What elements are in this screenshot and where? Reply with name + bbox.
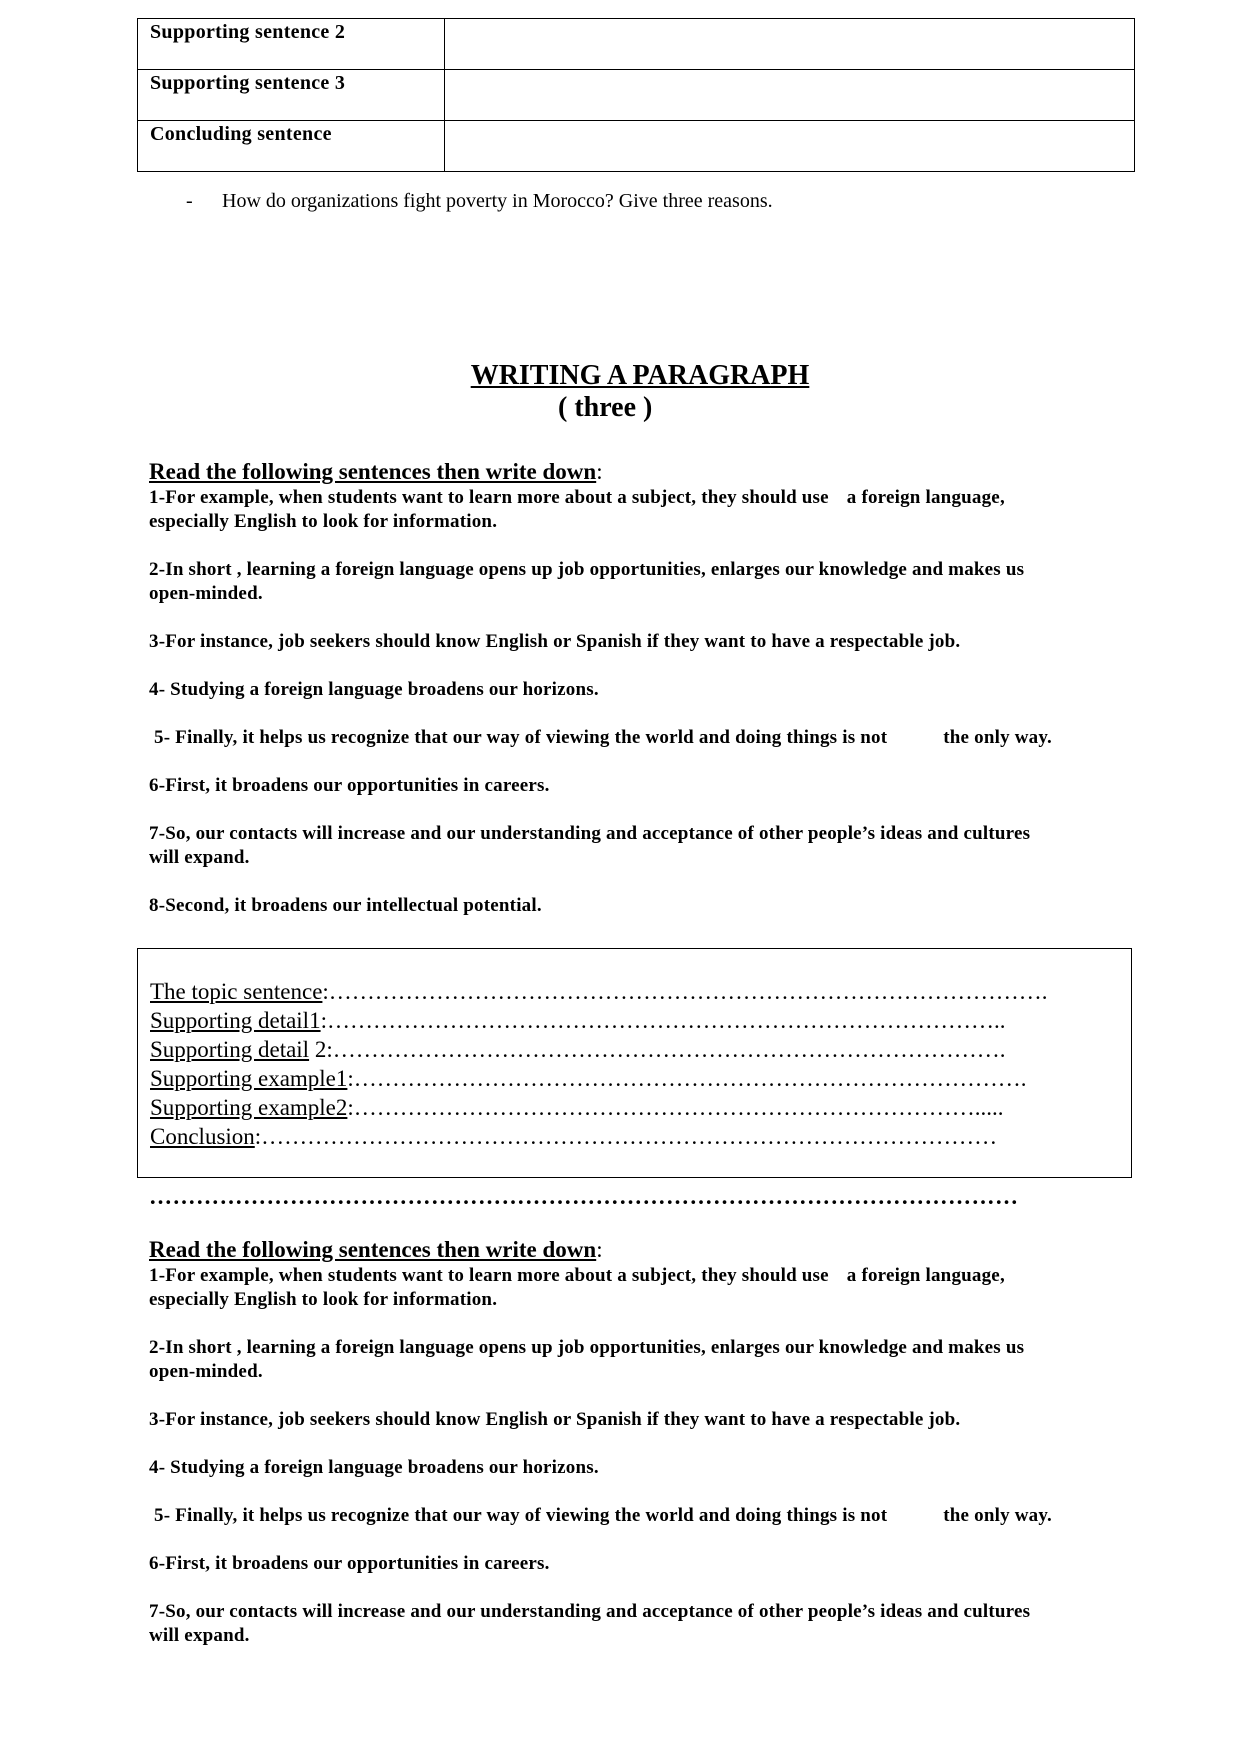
- heading-text: Read the following sentences then write down: [149, 459, 597, 484]
- field-label: The topic sentence: [150, 979, 323, 1004]
- sentence-text: 5- Finally, it helps us recognize that our way of viewing the world and doing things is not: [154, 727, 888, 748]
- bullet-dash: -: [186, 190, 193, 212]
- sentence-text: a foreign language,: [846, 487, 1005, 508]
- sentence-text: 2-In short , learning a foreign language opens up job opportunities, enlarges our knowledge and makes us: [149, 559, 1025, 580]
- conclusion-field[interactable]: [150, 1122, 1121, 1151]
- sentences-section-1: [149, 458, 1149, 942]
- answer-cell[interactable]: [445, 121, 1135, 172]
- section-heading: [149, 458, 1149, 486]
- section-heading: [149, 1236, 1149, 1264]
- sentence-3: 3-For instance, job seekers should know English or Spanish if they want to have a respectable job.: [149, 631, 961, 652]
- row-label: Supporting sentence 2: [138, 19, 445, 70]
- sentence-4: 4- Studying a foreign language broadens our horizons.: [149, 1457, 599, 1478]
- sentence-7: [149, 822, 1149, 870]
- sentence-8: 8-Second, it broadens our intellectual potential.: [149, 895, 542, 916]
- sentence-text: the only way.: [943, 727, 1052, 748]
- sentence-text: open-minded.: [149, 583, 263, 604]
- sentence-text: 1-For example, when students want to learn more about a subject, they should use: [149, 1265, 829, 1286]
- sentence-6: 6-First, it broadens our opportunities in careers.: [149, 1553, 550, 1574]
- supporting-detail-2-field[interactable]: [150, 1035, 1121, 1064]
- answer-box: [137, 948, 1132, 1178]
- sentence-5: [149, 1504, 1149, 1528]
- prompt-text: How do organizations fight poverty in Morocco? Give three reasons.: [222, 190, 773, 212]
- sentence-7: [149, 1600, 1149, 1648]
- sentence-6: 6-First, it broadens our opportunities in careers.: [149, 775, 550, 796]
- sentence-2: [149, 1336, 1149, 1384]
- sentence-text: will expand.: [149, 847, 250, 868]
- sentences-section-2: [149, 1236, 1149, 1672]
- heading-colon: :: [596, 1237, 603, 1262]
- sentence-text: will expand.: [149, 1625, 250, 1646]
- row-label: Supporting sentence 3: [138, 70, 445, 121]
- sentence-4: 4- Studying a foreign language broadens our horizons.: [149, 679, 599, 700]
- table-row: [138, 70, 1135, 121]
- dotted-writing-line[interactable]: …………………………………………………………………………………………………: [149, 1184, 1019, 1209]
- answer-cell[interactable]: [445, 70, 1135, 121]
- sentence-1: [149, 486, 1149, 534]
- answer-cell[interactable]: [445, 19, 1135, 70]
- field-dots: :………………………………………………………………………………….: [322, 979, 1048, 1004]
- outline-table: [137, 18, 1135, 172]
- table-row: [138, 19, 1135, 70]
- field-label: Supporting detail: [150, 1037, 310, 1062]
- sentence-text: a foreign language,: [846, 1265, 1005, 1286]
- sentence-text: especially English to look for information.: [149, 511, 498, 532]
- sentence-text: 7-So, our contacts will increase and our understanding and acceptance of other people’s ideas and cultures: [149, 1601, 1031, 1622]
- supporting-example-1-field[interactable]: [150, 1064, 1121, 1093]
- table-row: [138, 121, 1135, 172]
- field-dots: :……………………………………………………………………………..: [320, 1008, 1006, 1033]
- field-dots: :……………………………………………………………………………………: [254, 1124, 998, 1149]
- sentence-1: [149, 1264, 1149, 1312]
- supporting-detail-1-field[interactable]: [150, 1006, 1121, 1035]
- sentence-2: [149, 558, 1149, 606]
- field-label: Supporting example2: [150, 1095, 348, 1120]
- field-dots: :……………………………………………………………………….....: [347, 1095, 1004, 1120]
- page-subtitle: ( three ): [558, 392, 653, 423]
- prompt-question: [186, 190, 773, 213]
- page-title: WRITING A PARAGRAPH: [470, 360, 810, 391]
- field-dots: 2:…………………………………………………………………………….: [309, 1037, 1006, 1062]
- field-label: Supporting example1: [150, 1066, 348, 1091]
- sentence-text: 7-So, our contacts will increase and our understanding and acceptance of other people’s ideas and cultures: [149, 823, 1031, 844]
- supporting-example-2-field[interactable]: [150, 1093, 1121, 1122]
- heading-text: Read the following sentences then write down: [149, 1237, 597, 1262]
- sentence-text: 5- Finally, it helps us recognize that our way of viewing the world and doing things is not: [154, 1505, 888, 1526]
- sentence-text: especially English to look for information.: [149, 1289, 498, 1310]
- sentence-5: [149, 726, 1149, 750]
- row-label: Concluding sentence: [138, 121, 445, 172]
- field-label: Conclusion: [150, 1124, 255, 1149]
- sentence-text: open-minded.: [149, 1361, 263, 1382]
- field-dots: :…………………………………………………………………………….: [347, 1066, 1027, 1091]
- field-label: Supporting detail1: [150, 1008, 321, 1033]
- sentence-text: 2-In short , learning a foreign language opens up job opportunities, enlarges our knowledge and makes us: [149, 1337, 1025, 1358]
- topic-sentence-field[interactable]: [150, 977, 1121, 1006]
- sentence-text: 1-For example, when students want to learn more about a subject, they should use: [149, 487, 829, 508]
- sentence-3: 3-For instance, job seekers should know English or Spanish if they want to have a respectable job.: [149, 1409, 961, 1430]
- sentence-text: the only way.: [943, 1505, 1052, 1526]
- heading-colon: :: [596, 459, 603, 484]
